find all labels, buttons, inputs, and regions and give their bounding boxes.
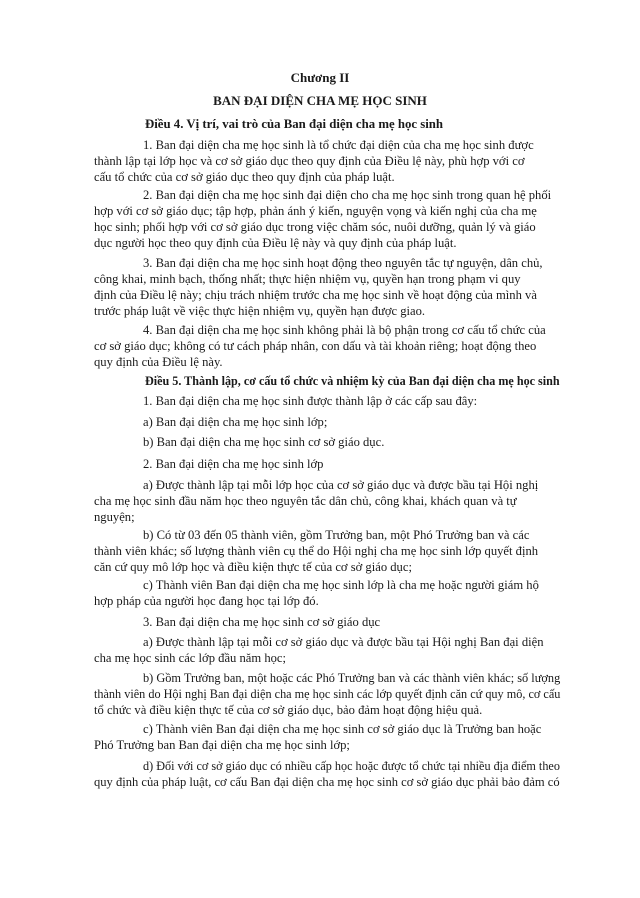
chapter-title: BAN ĐẠI DIỆN CHA MẸ HỌC SINH	[213, 93, 427, 108]
text-line: nguyện;	[94, 510, 135, 524]
text-line: 1. Ban đại diện cha mẹ học sinh được thành lập ở các cấp sau đây:	[143, 394, 478, 408]
text-line: b) Gồm Trưởng ban, một hoặc các Phó Trưởng ban và các thành viên khác; số lượng	[143, 671, 561, 685]
text-line: thành viên khác; số lượng thành viên cụ thể do Hội nghị cha mẹ học sinh lớp quyết định	[94, 544, 539, 558]
text-line: 3. Ban đại diện cha mẹ học sinh hoạt động theo nguyên tắc tự nguyện, dân chủ,	[143, 256, 543, 270]
article-heading: Điều 5. Thành lập, cơ cấu tổ chức và nhiệm kỳ của Ban đại diện cha mẹ học sinh	[145, 374, 560, 388]
text-line: 4. Ban đại diện cha mẹ học sinh không phải là bộ phận trong cơ cấu tổ chức của	[143, 323, 546, 337]
text-line: cơ sở giáo dục; không có tư cách pháp nhân, con dấu và tài khoản riêng; hoạt động theo	[94, 339, 537, 353]
text-line: dục người học theo quy định của Điều lệ này và quy định của pháp luật.	[94, 236, 457, 250]
text-line: định của Điều lệ này; chịu trách nhiệm trước cha mẹ học sinh về hoạt động của mình và	[94, 288, 537, 302]
text-line: b) Có từ 03 đến 05 thành viên, gồm Trưởng ban, một Phó Trưởng ban và các	[143, 528, 530, 542]
text-line: a) Được thành lập tại mỗi lớp học của cơ sở giáo dục và được bầu tại Hội nghị	[143, 478, 539, 492]
text-line: c) Thành viên Ban đại diện cha mẹ học sinh lớp là cha mẹ hoặc người giám hộ	[143, 578, 539, 592]
text-line: thành viên do Hội nghị Ban đại diện cha mẹ học sinh các lớp quyết định căn cứ quy mô, cơ cấu	[94, 687, 561, 701]
text-line: trước pháp luật về việc thực hiện nhiệm vụ, quyền hạn được giao.	[94, 304, 426, 318]
text-line: 1. Ban đại diện cha mẹ học sinh là tổ chức đại diện của cha mẹ học sinh được	[143, 138, 534, 152]
text-line: hợp với cơ sở giáo dục; tập hợp, phản ánh ý kiến, nguyện vọng và kiến nghị của cha mẹ	[94, 204, 537, 218]
text-line: thành lập tại lớp học và cơ sở giáo dục theo quy định của Điều lệ này, phù hợp với cơ	[94, 154, 525, 168]
text-line: d) Đối với cơ sở giáo dục có nhiều cấp học hoặc được tổ chức tại nhiều địa điểm theo	[143, 759, 560, 773]
text-line: hợp pháp của người học đang học tại lớp đó.	[94, 594, 319, 608]
text-line: cha mẹ học sinh đầu năm học theo nguyên tắc dân chủ, công khai, khách quan và tự	[94, 494, 517, 508]
text-line: quy định của Điều lệ này.	[94, 355, 223, 369]
article-heading: Điều 4. Vị trí, vai trò của Ban đại diện cha mẹ học sinh	[145, 117, 444, 131]
text-line: b) Ban đại diện cha mẹ học sinh cơ sở giáo dục.	[143, 435, 385, 449]
text-line: 2. Ban đại diện cha mẹ học sinh lớp	[143, 457, 324, 471]
text-line: Phó Trưởng ban Ban đại diện cha mẹ học sinh lớp;	[94, 738, 350, 752]
text-line: 3. Ban đại diện cha mẹ học sinh cơ sở giáo dục	[143, 615, 381, 629]
text-line: c) Thành viên Ban đại diện cha mẹ học sinh cơ sở giáo dục là Trưởng ban hoặc	[143, 722, 542, 736]
text-line: a) Ban đại diện cha mẹ học sinh lớp;	[143, 415, 328, 429]
text-line: tổ chức và điều kiện thực tế của cơ sở giáo dục, bảo đảm hoạt động hiệu quả.	[94, 703, 483, 717]
text-line: cấu tổ chức của cơ sở giáo dục theo quy định của pháp luật.	[94, 170, 395, 184]
chapter-heading: Chương II	[290, 70, 350, 85]
text-line: cha mẹ học sinh các lớp đầu năm học;	[94, 651, 286, 665]
text-line: căn cứ quy mô lớp học và điều kiện thực tế của cơ sở giáo dục;	[94, 560, 412, 574]
text-line: học sinh; phối hợp với cơ sở giáo dục trong việc chăm sóc, nuôi dưỡng, quản lý và giáo	[94, 220, 536, 234]
text-line: công khai, minh bạch, thống nhất; thực hiện nhiệm vụ, quyền hạn trong phạm vi quy	[94, 272, 521, 286]
text-line: quy định của pháp luật, cơ cấu Ban đại diện cha mẹ học sinh cơ sở giáo dục phải bảo đảm có	[94, 775, 560, 789]
text-line: 2. Ban đại diện cha mẹ học sinh đại diện cho cha mẹ học sinh trong quan hệ phối	[143, 188, 552, 202]
text-line: a) Được thành lập tại mỗi cơ sở giáo dục và được bầu tại Hội nghị Ban đại diện	[143, 635, 544, 649]
